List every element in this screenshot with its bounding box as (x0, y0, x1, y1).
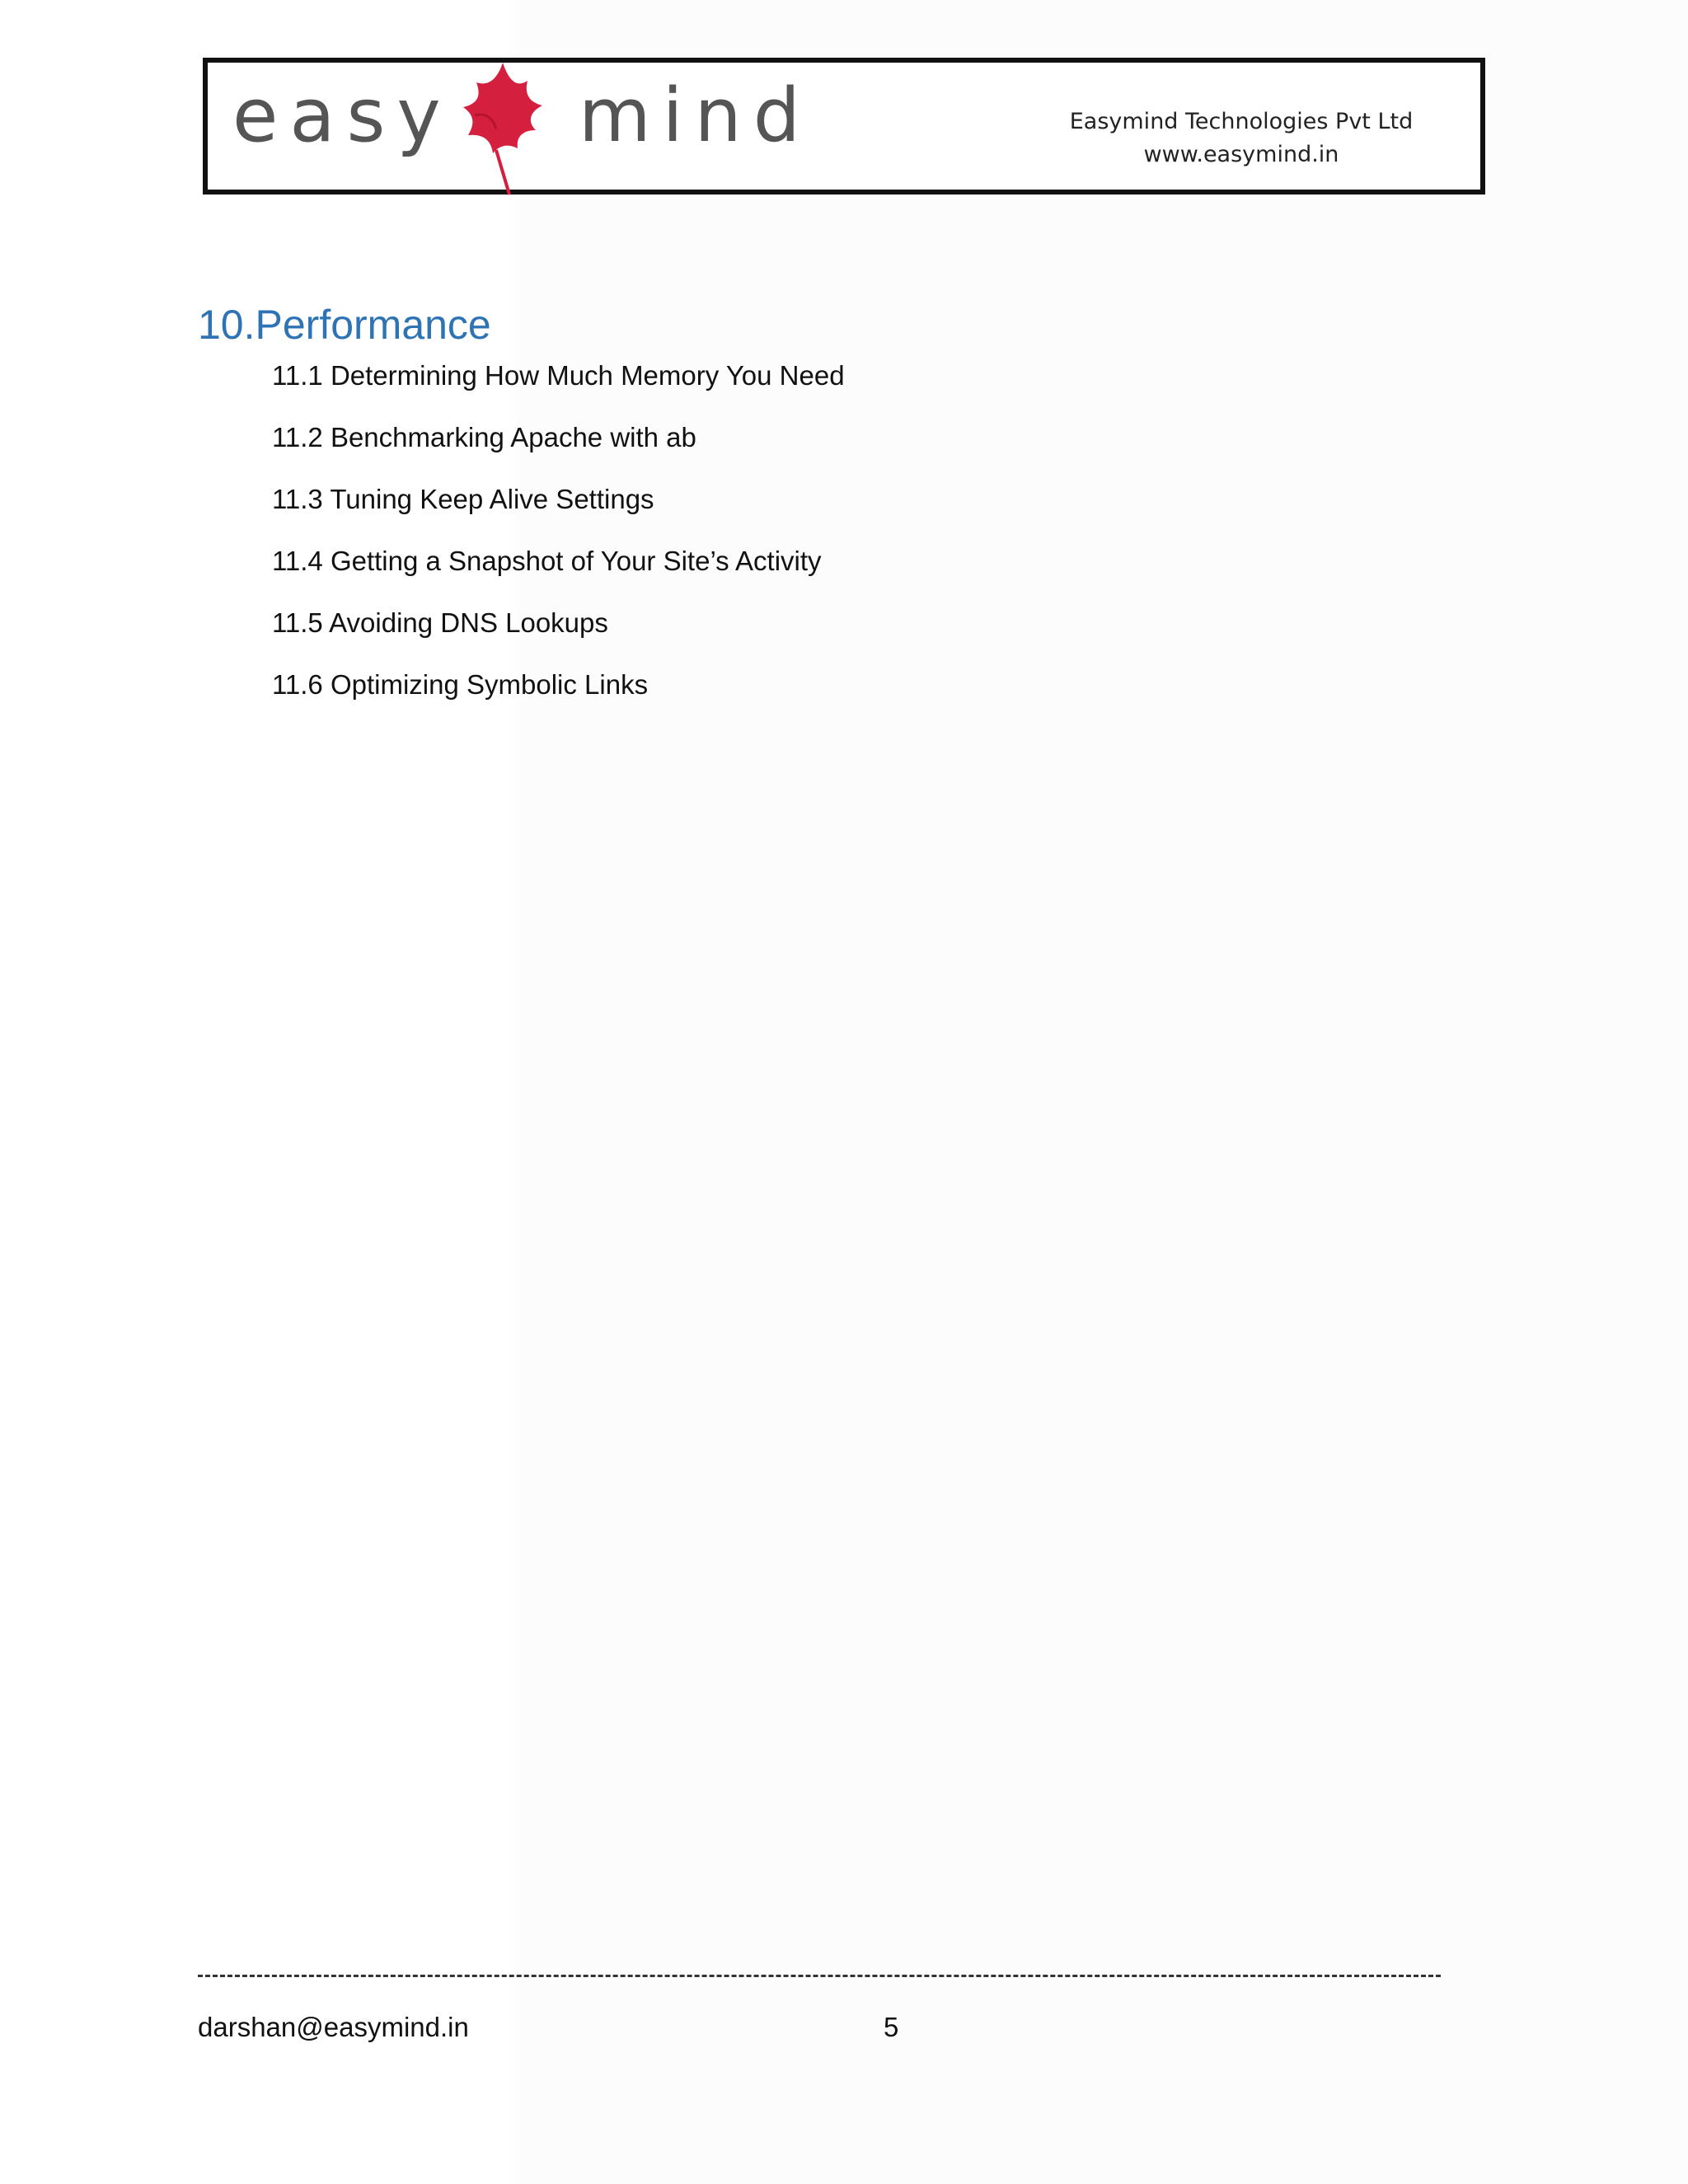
maple-leaf-icon (438, 58, 562, 198)
logo-word-mind: mind (579, 73, 812, 159)
toc-item: 11.6 Optimizing Symbolic Links (272, 669, 649, 700)
footer-email: darshan@easymind.in (198, 2012, 469, 2042)
header-banner (203, 58, 1485, 194)
company-info (1060, 105, 1423, 171)
section-heading: 10.Performance (198, 302, 491, 348)
footer-divider (198, 1975, 1441, 1977)
toc-item: 11.5 Avoiding DNS Lookups (272, 607, 608, 638)
page-number: 5 (884, 2012, 899, 2042)
company-website: www.easymind.in (1143, 142, 1339, 167)
toc-item: 11.4 Getting a Snapshot of Your Site’s Activity (272, 546, 822, 576)
toc-list (272, 353, 845, 724)
toc-item: 11.3 Tuning Keep Alive Settings (272, 484, 654, 514)
toc-item: 11.2 Benchmarking Apache with ab (272, 422, 696, 452)
logo-word-easy: easy (232, 73, 452, 159)
easymind-logo (232, 63, 826, 194)
toc-item: 11.1 Determining How Much Memory You Need (272, 360, 845, 391)
company-name: Easymind Technologies Pvt Ltd (1069, 109, 1414, 134)
